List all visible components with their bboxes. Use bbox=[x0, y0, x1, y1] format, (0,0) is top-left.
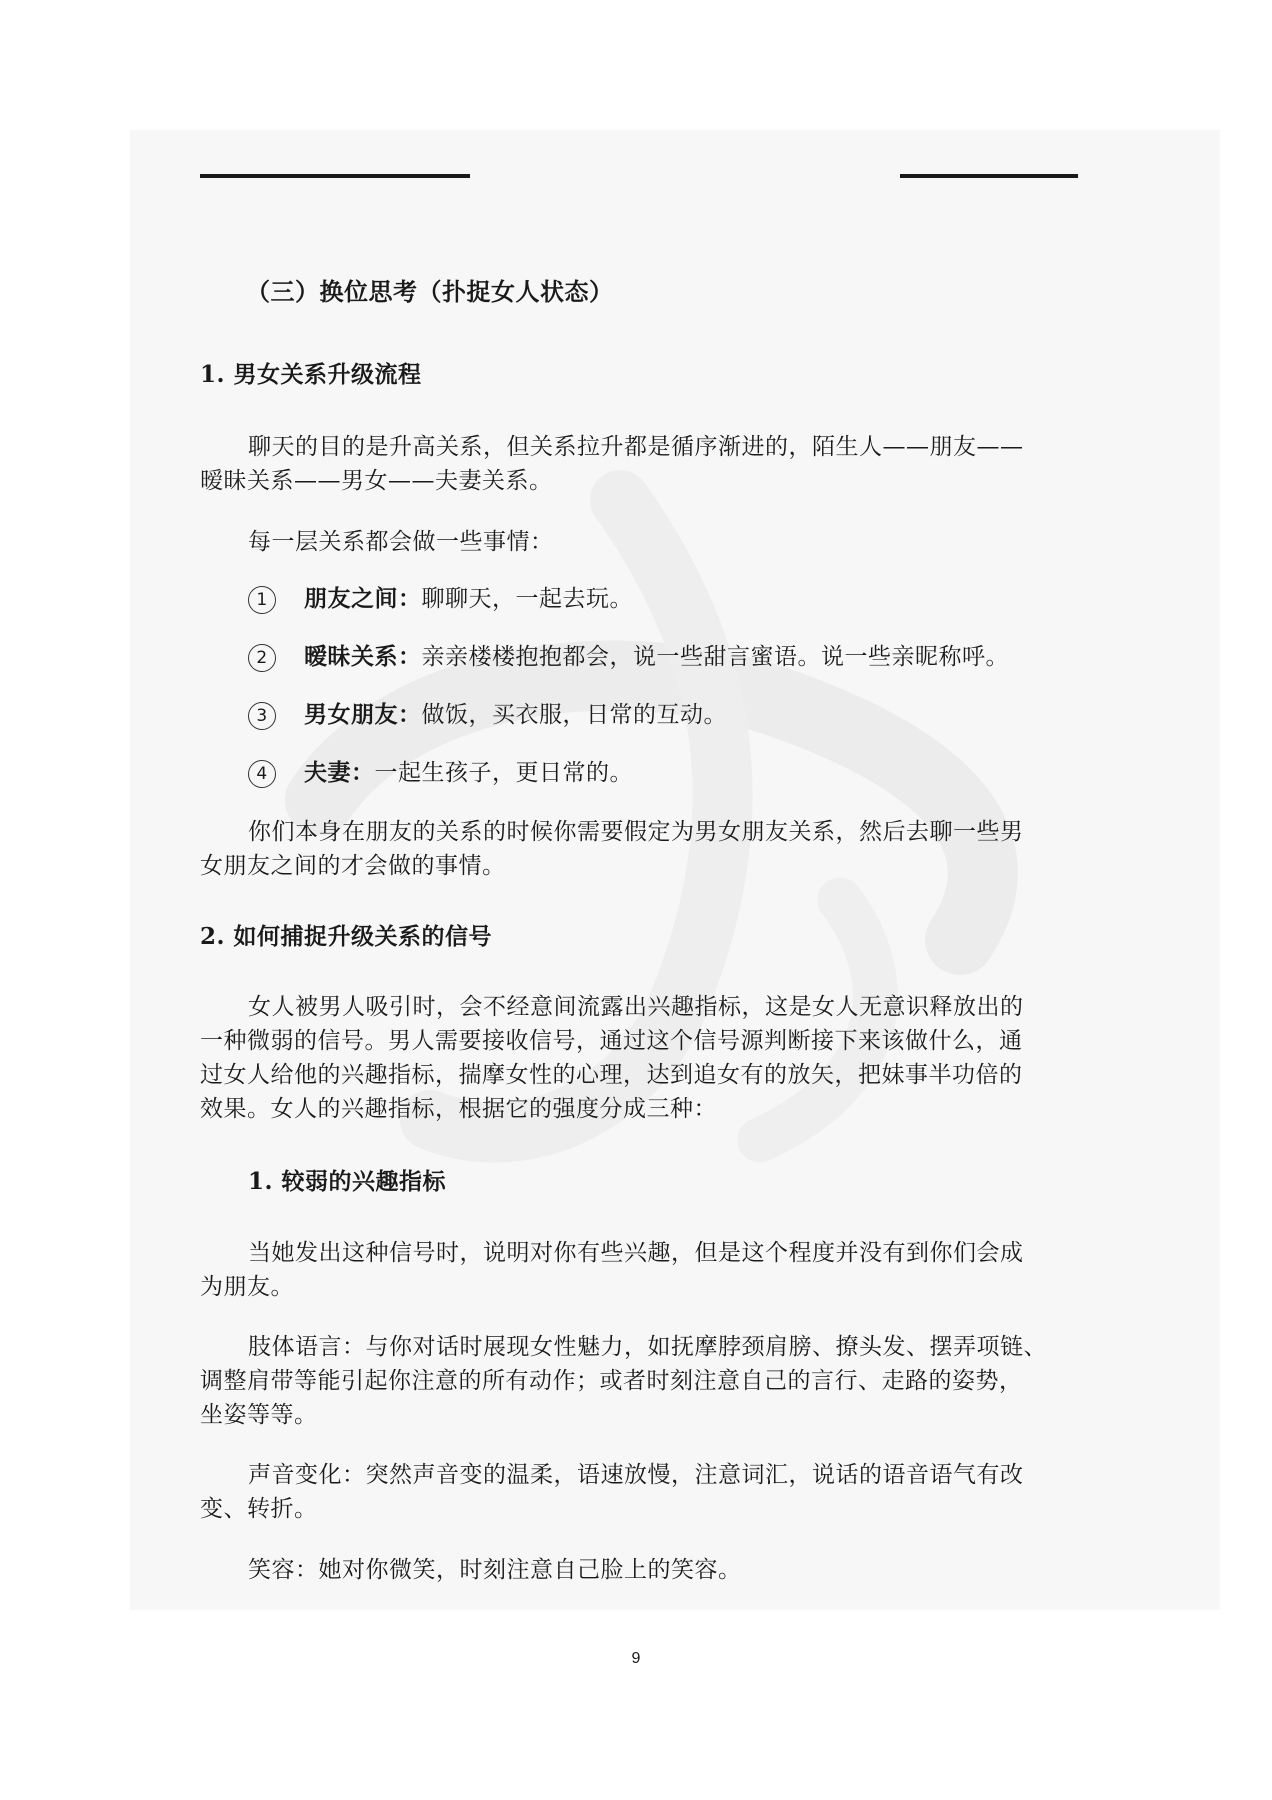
paragraph-4-line-2: 一种微弱的信号。男人需要接收信号，通过这个信号源判断接下来该做什么，通 bbox=[200, 1028, 1023, 1054]
list-item bbox=[248, 756, 633, 790]
paragraph-6-line-1: 肢体语言：与你对话时展现女性魅力，如抚摩脖颈肩膀、撩头发、摆弄项链、 bbox=[248, 1334, 1047, 1360]
heading-3: 1. 较弱的兴趣指标 bbox=[248, 1168, 447, 1195]
paragraph-7-line-1: 声音变化：突然声音变的温柔，语速放慢，注意词汇，说话的语音语气有改 bbox=[248, 1462, 1024, 1488]
list-marker: 2 bbox=[248, 644, 276, 672]
list-item bbox=[248, 582, 633, 616]
paragraph-5-line-1: 当她发出这种信号时，说明对你有些兴趣，但是这个程度并没有到你们会成 bbox=[248, 1240, 1024, 1266]
list-desc: 一起生孩子，更日常的。 bbox=[374, 760, 633, 786]
heading-2: 2. 如何捕捉升级关系的信号 bbox=[200, 923, 493, 950]
list-marker: 1 bbox=[248, 586, 276, 614]
paragraph-4-line-1: 女人被男人吸引时，会不经意间流露出兴趣指标，这是女人无意识释放出的 bbox=[248, 994, 1024, 1020]
header-rule-right bbox=[900, 174, 1078, 178]
list-marker: 4 bbox=[248, 760, 276, 788]
page-number: 9 bbox=[631, 1650, 641, 1667]
heading-1: 1. 男女关系升级流程 bbox=[200, 361, 422, 388]
list-desc: 做饭，买衣服，日常的互动。 bbox=[421, 702, 727, 728]
paragraph-3-line-2: 女朋友之间的才会做的事情。 bbox=[200, 853, 506, 879]
paragraph-3-line-1: 你们本身在朋友的关系的时候你需要假定为男女朋友关系，然后去聊一些男 bbox=[248, 819, 1024, 845]
paragraph-6-line-3: 坐姿等等。 bbox=[200, 1402, 318, 1428]
list-item bbox=[248, 698, 727, 732]
list-item bbox=[248, 640, 1009, 674]
list-marker: 3 bbox=[248, 702, 276, 730]
paragraph-8: 笑容：她对你微笑，时刻注意自己脸上的笑容。 bbox=[248, 1557, 742, 1583]
paragraph-4-line-4: 效果。女人的兴趣指标，根据它的强度分成三种： bbox=[200, 1096, 717, 1122]
list-term: 朋友之间： bbox=[304, 585, 422, 612]
paragraph-7-line-2: 变、转折。 bbox=[200, 1496, 318, 1522]
paragraph-4-line-3: 过女人给他的兴趣指标，揣摩女性的心理，达到追女有的放矢，把妹事半功倍的 bbox=[200, 1062, 1023, 1088]
paragraph-1-line-2: 暧昧关系——男女——夫妻关系。 bbox=[200, 468, 553, 494]
paragraph-2: 每一层关系都会做一些事情： bbox=[248, 529, 554, 555]
list-term: 暧昧关系： bbox=[304, 643, 422, 670]
list-desc: 聊聊天，一起去玩。 bbox=[421, 586, 633, 612]
list-term: 夫妻： bbox=[304, 759, 375, 786]
section-title: （三）换位思考（扑捉女人状态） bbox=[246, 277, 614, 306]
list-desc: 亲亲楼楼抱抱都会，说一些甜言蜜语。说一些亲昵称呼。 bbox=[421, 644, 1009, 670]
list-term: 男女朋友： bbox=[304, 701, 422, 728]
paragraph-5-line-2: 为朋友。 bbox=[200, 1274, 294, 1300]
paragraph-6-line-2: 调整肩带等能引起你注意的所有动作；或者时刻注意自己的言行、走路的姿势， bbox=[200, 1368, 1023, 1394]
header-rule-left bbox=[200, 174, 470, 178]
paragraph-1-line-1: 聊天的目的是升高关系，但关系拉升都是循序渐进的，陌生人——朋友—— bbox=[248, 434, 1024, 460]
